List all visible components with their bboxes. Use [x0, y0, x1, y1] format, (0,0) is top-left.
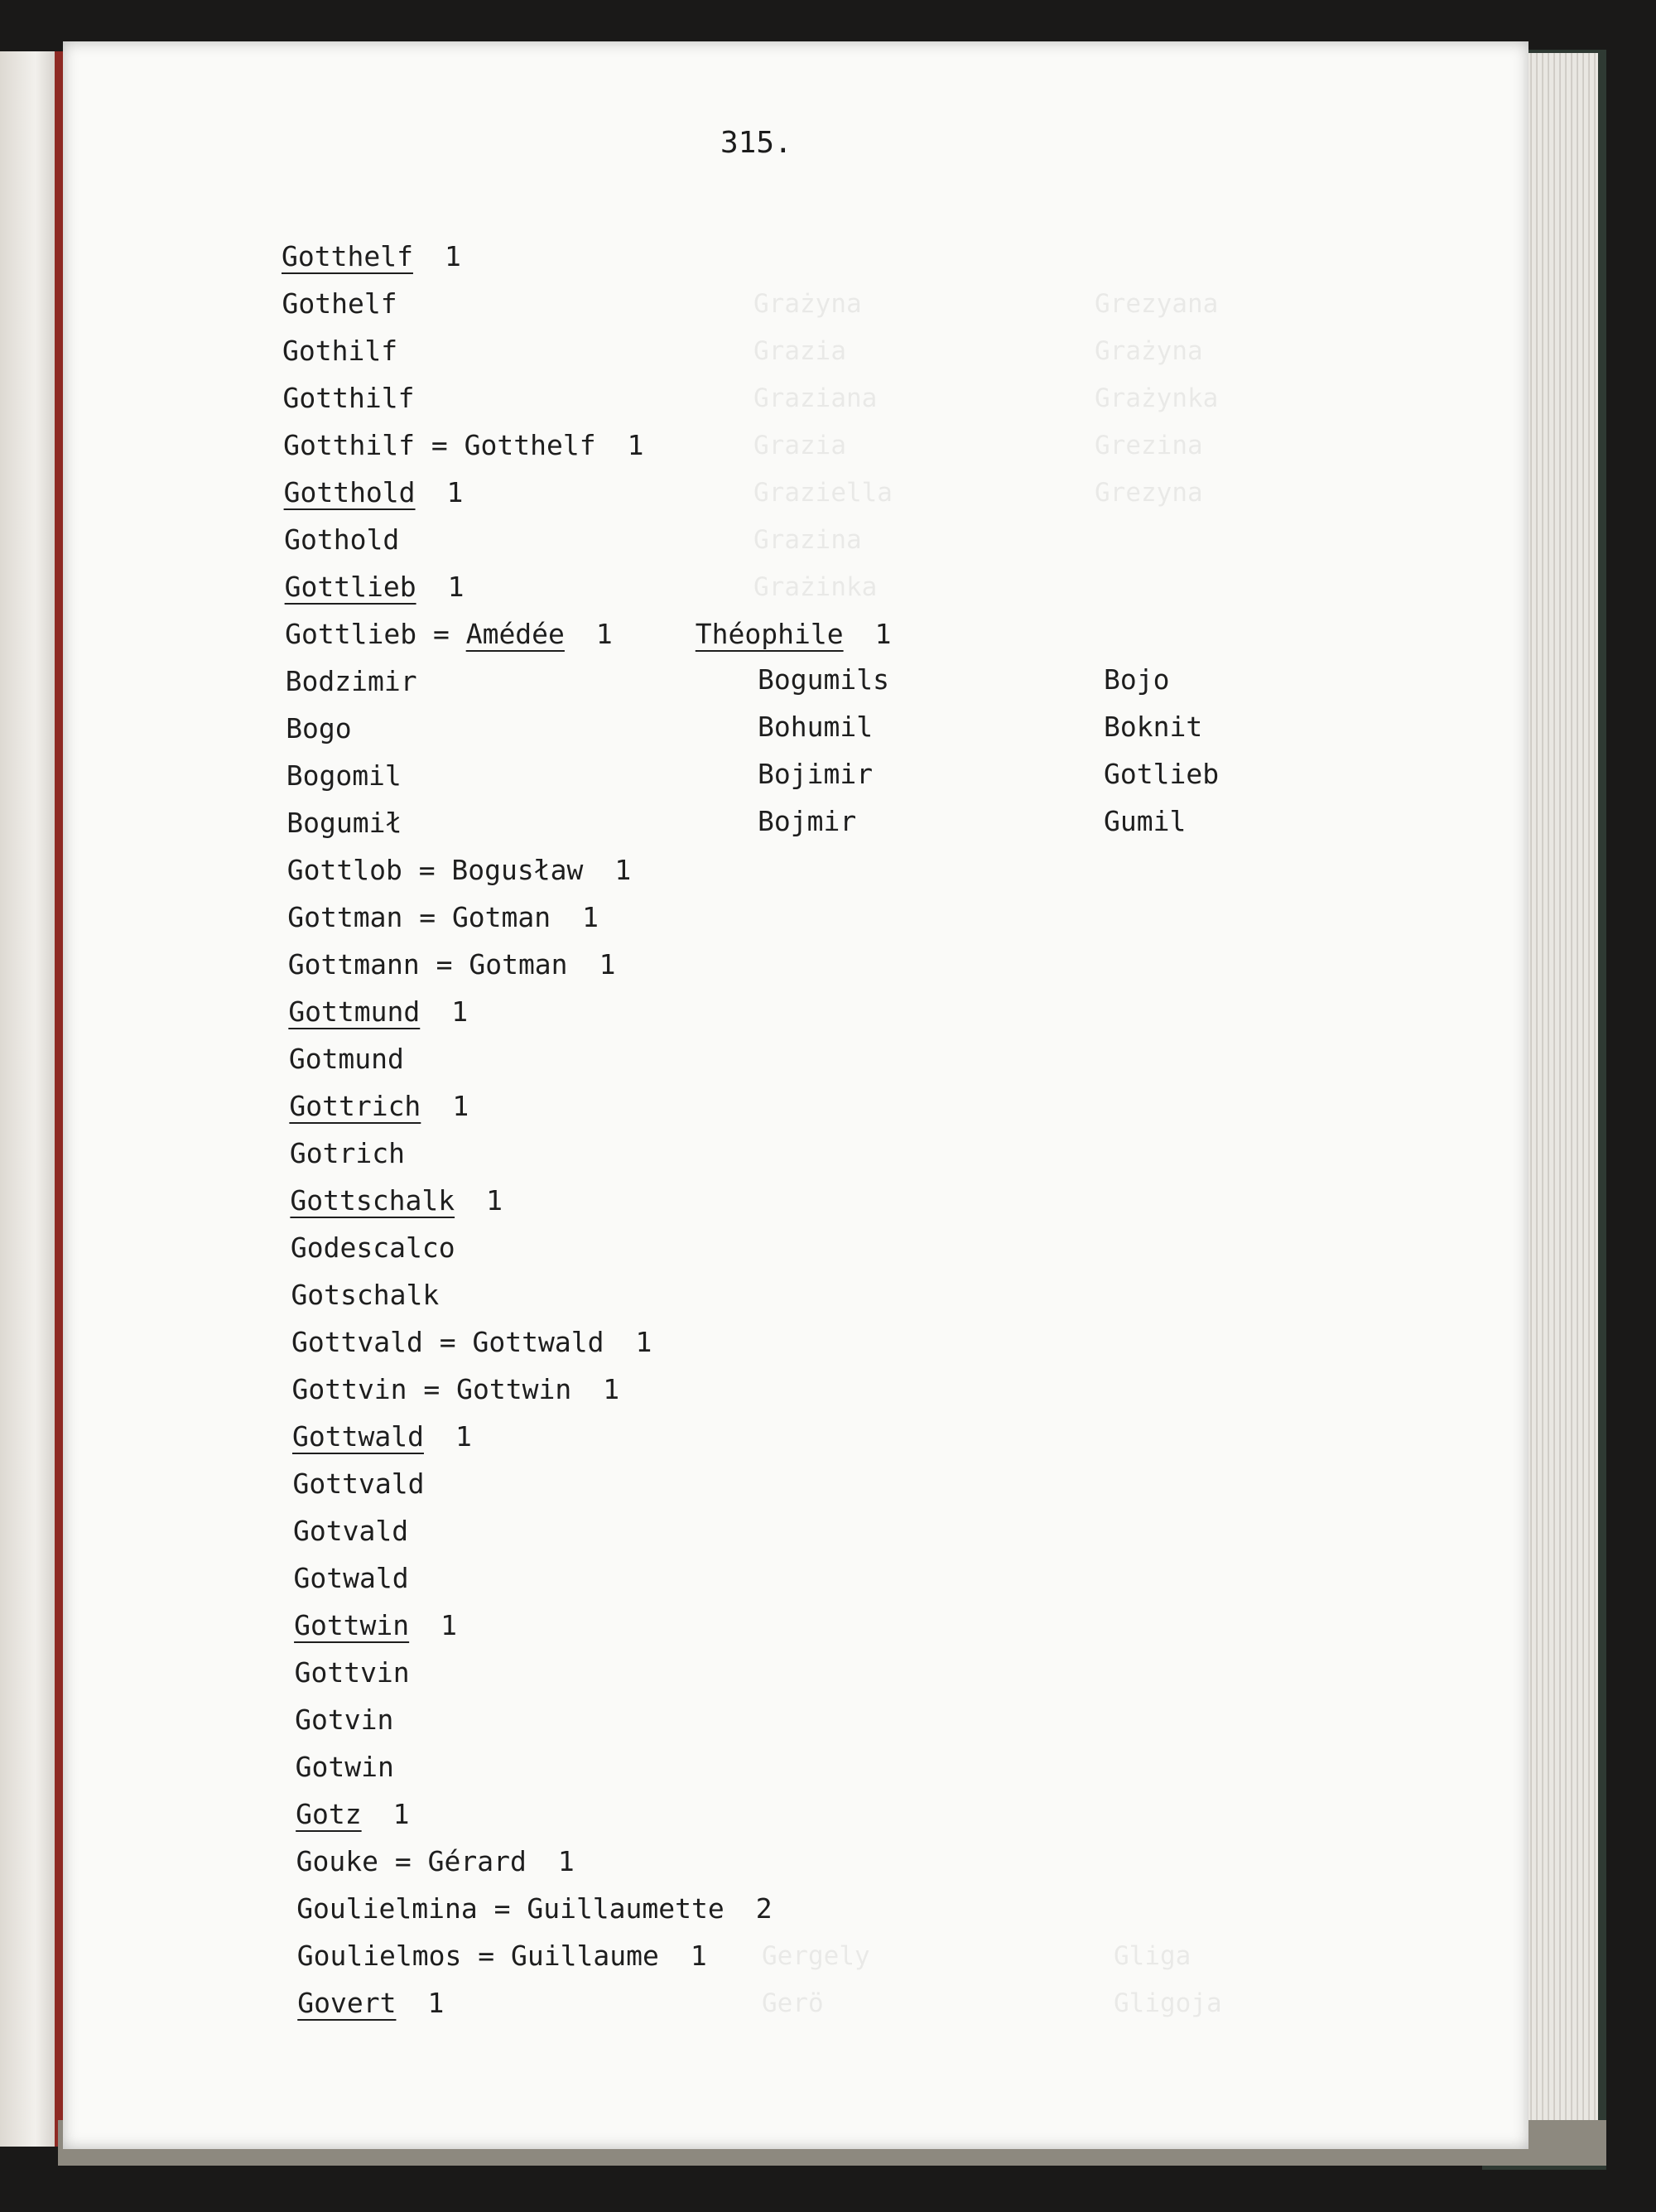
- index-entry: [0, 1794, 1656, 1835]
- index-entry: [0, 330, 1656, 372]
- show-through-word: Grażinka: [753, 572, 878, 602]
- index-entry: [0, 1369, 1656, 1410]
- entry-name: Gottwin: [294, 1609, 410, 1641]
- entry-name: Gottmann = Gotman: [287, 948, 568, 981]
- entry-name: Godescalco: [290, 1231, 455, 1264]
- entry-name: Gottlieb =: [285, 618, 466, 650]
- entry-count: 1: [446, 476, 464, 508]
- entry-name: Gottvald: [292, 1467, 425, 1500]
- entry-name: Gotmund: [288, 1043, 404, 1075]
- show-through-word: Grezina: [1095, 431, 1203, 460]
- index-entry: [0, 519, 1656, 561]
- index-entry: [0, 1322, 1656, 1363]
- variant-name: Bohumil: [758, 711, 874, 743]
- entry-name: Gotthelf: [282, 240, 413, 272]
- entry-name: Gotthold: [283, 476, 416, 508]
- show-through-word: Grezyna: [1095, 478, 1203, 508]
- entry-name: Gouke = Gérard: [296, 1845, 527, 1877]
- entry-name: Gotrich: [289, 1137, 405, 1169]
- entry-name: Gotthilf = Gotthelf: [283, 429, 596, 461]
- index-entry: [0, 1416, 1656, 1458]
- entry-count: 1: [627, 429, 644, 461]
- entry-name: Govert: [297, 1987, 397, 2019]
- entry-name: Gottvin: [294, 1656, 410, 1689]
- variant-name: Gumil: [1104, 805, 1187, 837]
- variant-name: Bojmir: [758, 805, 857, 837]
- show-through-word: Graziella: [753, 478, 893, 508]
- entry-name: Goulielmos = Guillaume: [296, 1940, 659, 1972]
- index-entry: [0, 897, 1656, 938]
- show-through-word: Grażyna: [753, 289, 862, 319]
- entry-count: 1: [447, 571, 465, 603]
- show-through-word: Grezyana: [1095, 289, 1219, 319]
- entry-count: 1: [486, 1184, 503, 1217]
- index-entry: [0, 1983, 1656, 2024]
- entry-name: Bogumił: [286, 807, 402, 839]
- index-entry: [0, 472, 1656, 513]
- index-entry: [0, 1841, 1656, 1882]
- index-entry: [0, 1652, 1656, 1694]
- index-entry: [0, 425, 1656, 466]
- show-through-word: Graziana: [753, 383, 878, 413]
- index-entry: [0, 1039, 1656, 1080]
- index-entry: [0, 566, 1656, 608]
- entry-name: Gotschalk: [291, 1279, 440, 1311]
- page-number: 315.: [720, 126, 792, 160]
- show-through-word: Grazia: [753, 336, 846, 366]
- index-entry: [0, 1699, 1656, 1741]
- variant-name: Boknit: [1104, 711, 1203, 743]
- entry-equivalent: Théophile: [695, 618, 844, 650]
- entry-name: Gottlob = Bogusław: [286, 854, 584, 886]
- index-entry: [0, 1935, 1656, 1977]
- entry-count: 1: [440, 1609, 458, 1641]
- entry-name: Gottmund: [288, 995, 421, 1028]
- entry-name: Gottvald = Gottwald: [291, 1326, 604, 1358]
- entry-count: 1: [452, 1090, 469, 1122]
- show-through-word: Grażynka: [1095, 383, 1219, 413]
- entry-name: Bogo: [286, 712, 352, 745]
- entry-name: Gothelf: [282, 287, 397, 320]
- entry-name: Gottlieb: [284, 571, 416, 603]
- variant-name: Bojimir: [758, 758, 874, 790]
- entry-name: Gotwald: [293, 1562, 409, 1594]
- show-through-word: Grazia: [753, 431, 846, 460]
- entry-name: Gotvin: [295, 1704, 394, 1736]
- index-entry: [0, 378, 1656, 419]
- entry-count: 1: [392, 1798, 410, 1830]
- entry-count: 1: [451, 995, 469, 1028]
- entry-name: Gottwald: [292, 1420, 424, 1453]
- index-entry: [0, 1605, 1656, 1646]
- entry-count: 1: [455, 1420, 472, 1453]
- entry-count: 1: [595, 618, 613, 650]
- entry-count: 1: [582, 901, 599, 933]
- index-entry: [0, 1275, 1656, 1316]
- variant-name: Gotlieb: [1104, 758, 1220, 790]
- index-entry: [0, 1180, 1656, 1222]
- index-entry: [0, 1888, 1656, 1930]
- entry-name: Bogomil: [286, 759, 402, 792]
- entry-count: 1: [557, 1845, 575, 1877]
- entry-name: Goulielmina = Guillaumette: [296, 1892, 724, 1925]
- entry-count: 1: [635, 1326, 652, 1358]
- index-entry: [0, 850, 1656, 891]
- index-entry: [0, 1463, 1656, 1505]
- index-entry: [0, 991, 1656, 1033]
- index-entry: [0, 944, 1656, 986]
- index-entry: [0, 1086, 1656, 1127]
- entry-name: Gottschalk: [290, 1184, 455, 1217]
- entry-name: Gotvald: [293, 1515, 409, 1547]
- entry-name: Gottman = Gotman: [287, 901, 551, 933]
- entry-count: 1: [614, 854, 632, 886]
- entry-count: 1: [444, 240, 461, 272]
- show-through-word: Gligoja: [1114, 1988, 1222, 2018]
- entry-name: Gotthilf: [282, 382, 415, 414]
- index-entry: [0, 1558, 1656, 1599]
- entry-count: 1: [874, 618, 892, 650]
- variant-name: Bogumils: [758, 663, 889, 696]
- entry-count: 1: [690, 1940, 707, 1972]
- index-entry: [0, 236, 1656, 277]
- entry-count: 1: [599, 948, 616, 981]
- entry-name: Gothilf: [282, 335, 398, 367]
- entry-name: Gottrich: [289, 1090, 421, 1122]
- index-entry: [0, 283, 1656, 325]
- show-through-word: Gerö: [762, 1988, 824, 2018]
- entry-name: Gotz: [296, 1798, 362, 1830]
- show-through-word: Gliga: [1114, 1941, 1191, 1971]
- index-entry: [0, 1511, 1656, 1552]
- index-entry: [0, 1227, 1656, 1269]
- show-through-word: Gergely: [762, 1941, 870, 1971]
- entry-count: 2: [755, 1892, 773, 1925]
- entry-name: Gottvin = Gottwin: [291, 1373, 572, 1405]
- index-entry: [0, 614, 1656, 655]
- entry-name: Gothold: [284, 523, 400, 556]
- entry-count: 1: [427, 1987, 445, 2019]
- entry-count: 1: [603, 1373, 620, 1405]
- entry-name: Gotwin: [295, 1751, 394, 1783]
- index-entry: [0, 1133, 1656, 1174]
- show-through-word: Grażyna: [1095, 336, 1203, 366]
- entry-name: Bodzimir: [285, 665, 417, 697]
- entry-equivalent: Amédée: [465, 618, 565, 650]
- index-entry: [0, 1747, 1656, 1788]
- variant-name: Bojo: [1104, 663, 1170, 696]
- show-through-word: Grazina: [753, 525, 862, 555]
